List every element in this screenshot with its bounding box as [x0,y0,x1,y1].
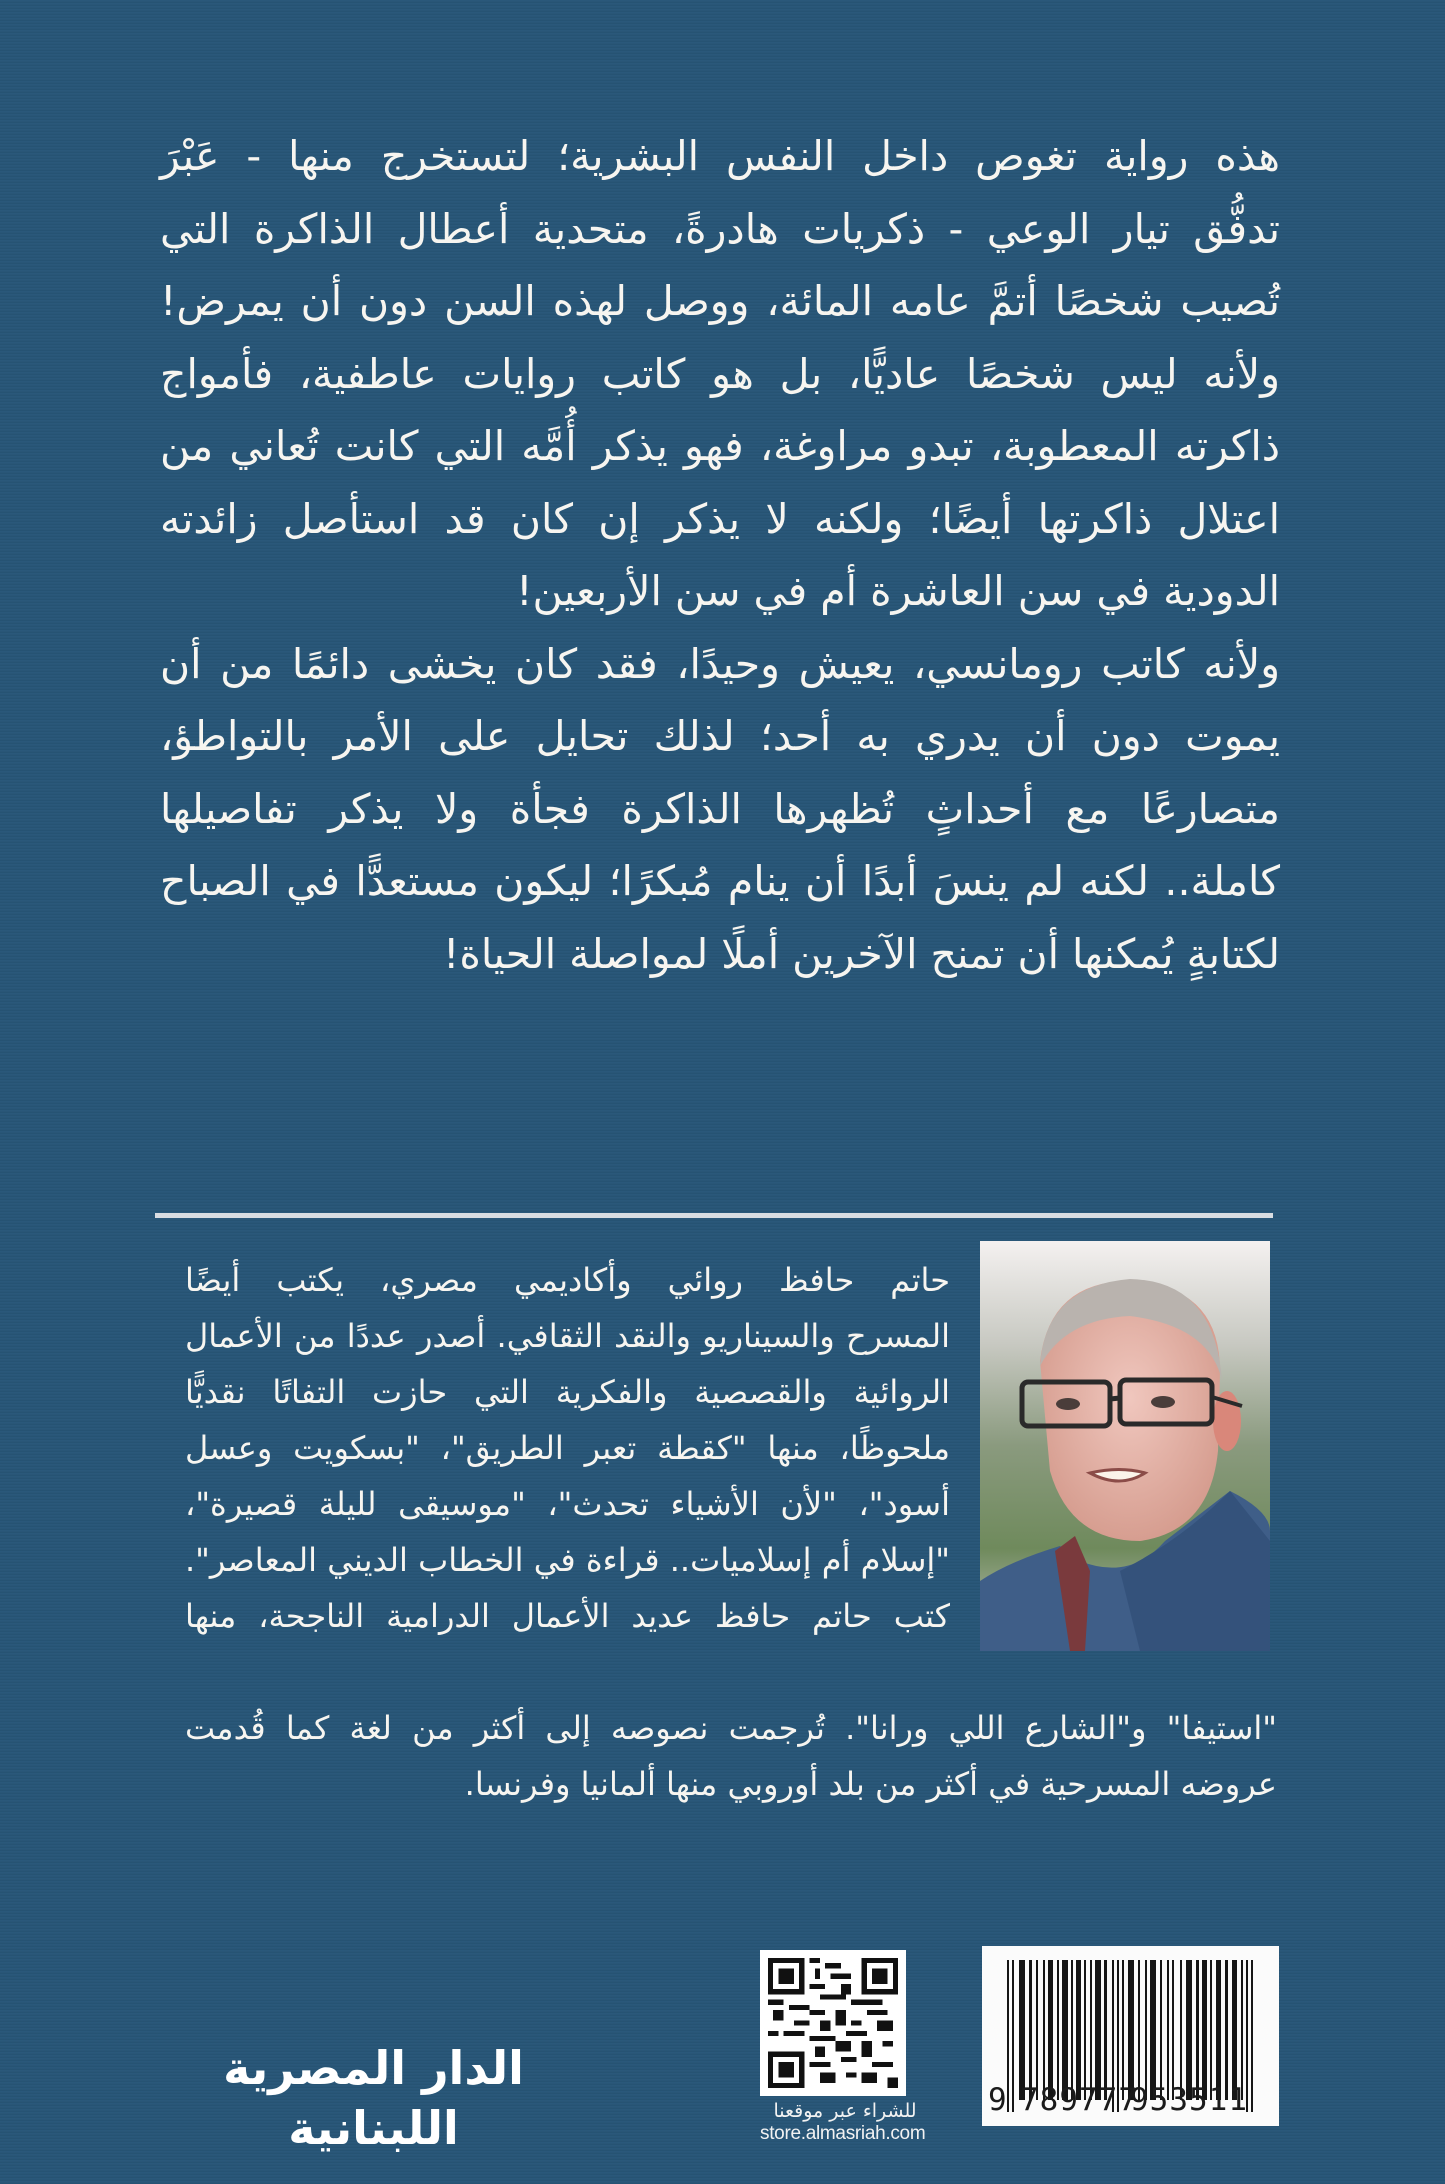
author-portrait-icon [980,1241,1270,1651]
qr-code[interactable] [760,1950,906,2096]
bio-line: "استيفا" و"الشارع اللي ورانا". تُرجمت نصوصه إلى أكثر من لغة كما قُدمت [185,1709,1277,1747]
author-bio [185,1252,950,1644]
blurb-line: تُصيب شخصًا أتمَّ عامه المائة، ووصل لهذه السن دون أن يمرض! [160,277,1280,325]
isbn-digit-group: 953511 [1130,2082,1248,2118]
blurb-line: متصارعًا مع أحداثٍ تُظهرها الذاكرة فجأة ولا يذكر تفاصيلها [160,784,1280,833]
qr-code-icon [768,1958,898,2088]
blurb-text [160,120,1280,990]
blurb-line: ذاكرته المعطوبة، تبدو مراوغة، فهو يذكر أُمَّه التي كانت تُعاني من [160,422,1280,470]
author-bio-continued [185,1700,1277,1812]
section-divider [155,1213,1273,1218]
store-qr-block [760,1950,940,2145]
isbn-digit-group: 9 [988,2082,1007,2118]
blurb-line: الدودية في سن العاشرة أم في سن الأربعين! [516,567,1280,615]
blurb-line: يموت دون أن يدري به أحد؛ لذلك تحايل على الأمر بالتواطؤ، [160,712,1280,760]
isbn-barcode [982,1946,1279,2126]
bio-line: كتب حاتم حافظ عديد الأعمال الدرامية الناجحة، منها [185,1597,950,1635]
blurb-line: ولأنه كاتب رومانسي، يعيش وحيدًا، فقد كان يخشى دائمًا من أن [160,639,1280,688]
store-url-link[interactable]: store.almasriah.com [760,2123,926,2144]
blurb-line: ولأنه ليس شخصًا عاديًّا، بل هو كاتب روايات عاطفية، فأمواج [160,349,1280,398]
bio-line: "إسلام أم إسلاميات.. قراءة في الخطاب الديني المعاصر". [185,1541,950,1579]
blurb-line: تدفُّق تيار الوعي - ذكريات هادرةً، متحدية أعطال الذاكرة التي [160,204,1280,253]
bio-line: الروائية والقصصية والفكرية التي حازت التفاتًا نقديًّا [185,1373,950,1411]
bio-line: عروضه المسرحية في أكثر من بلد أوروبي منها ألمانيا وفرنسا. [464,1765,1277,1803]
publisher-logo: الدار المصرية اللبنانية [223,2041,524,2155]
bio-line: أسود"، "لأن الأشياء تحدث"، "موسيقى لليلة قصيرة"، [185,1485,950,1523]
blurb-line: كاملة.. لكنه لم ينسَ أبدًا أن ينام مُبكرًا؛ ليكون مستعدًّا في الصباح [160,857,1280,905]
bio-line: المسرح والسيناريو والنقد الثقافي. أصدر عددًا من الأعمال [185,1317,950,1355]
store-caption: للشراء عبر موقعنا [773,2100,917,2122]
author-photo [980,1241,1270,1651]
blurb-line: اعتلال ذاكرتها أيضًا؛ ولكنه لا يذكر إن كان قد استأصل زائدته [160,494,1280,543]
bio-line: حاتم حافظ روائي وأكاديمي مصري، يكتب أيضًا [185,1261,950,1299]
blurb-line: هذه رواية تغوص داخل النفس البشرية؛ لتستخرج منها - عَبْرَ [160,132,1280,180]
bio-line: ملحوظًا، منها "كقطة تعبر الطريق"، "بسكويت وعسل [185,1429,950,1467]
isbn-digit-group: 789777 [1020,2082,1138,2118]
blurb-line: لكتابةٍ يُمكنها أن تمنح الآخرين أملًا لمواصلة الحياة! [442,929,1280,978]
